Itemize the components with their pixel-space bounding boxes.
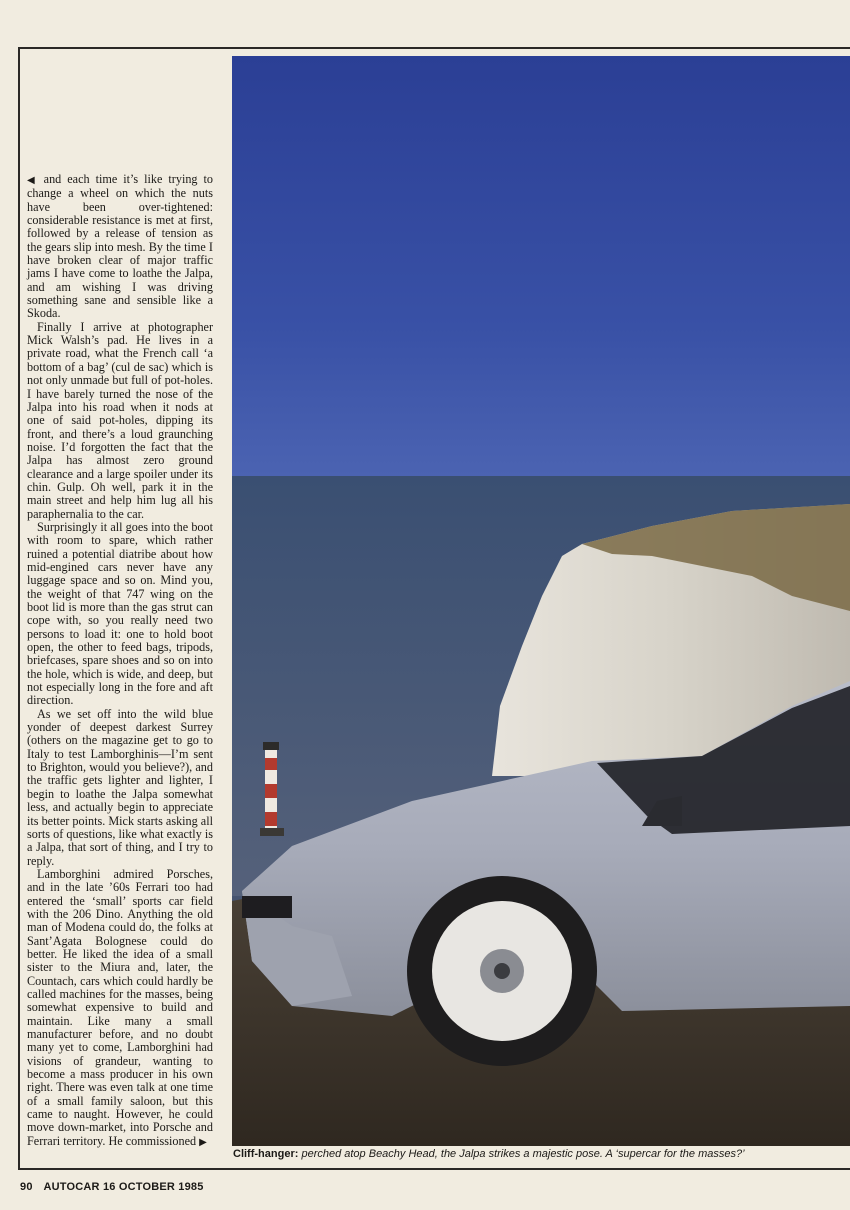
top-rule xyxy=(18,47,850,49)
left-rule xyxy=(18,47,20,1169)
caption-text: perched atop Beachy Head, the Jalpa strikes a majestic pose. A ‘supercar for the masses?’ xyxy=(301,1148,745,1160)
magazine-issue: AUTOCAR 16 OCTOBER 1985 xyxy=(43,1181,204,1193)
photo-caption xyxy=(233,1148,850,1160)
article-paragraph-3: Surprisingly it all goes into the boot with room to spare, which rather ruined a potential diatribe about how mid-engined cars never have any luggage space and so on. Mind you, the weight of that 747 wing on the boot lid is more than the gas strut can cope with, so you really need two persons to load it: one to hold boot open, the other to feed bags, tripods, briefcases, spare shoes and so on into the hole, which is wide, and deep, but not especially long in the fore and aft direction. xyxy=(27,519,213,708)
cover-photo xyxy=(232,56,850,1146)
article-paragraph-1: ◀ and each time it’s like trying to change a wheel on which the nuts have been over-tightened: considerable resistance is met at first, followed by a release of tension as the gears slip into mesh. By the time I have broken clear of major traffic jams I have come to loathe the Jalpa, and am wishing I was driving something sane and sensible like a Skoda. xyxy=(27,172,213,321)
triangle-left-icon: ◀ xyxy=(27,175,38,186)
bottom-rule xyxy=(18,1168,850,1170)
cliff-car-illustration xyxy=(232,56,850,1146)
page-footer xyxy=(20,1181,212,1193)
article-column xyxy=(27,173,213,1149)
caption-lead: Cliff-hanger: xyxy=(233,1148,299,1160)
article-paragraph-2: Finally I arrive at photographer Mick Walsh’s pad. He lives in a private road, what the French call ‘a bottom of a bag’ (cul de sac) which is not only unmade but full of pot-holes. I have barely turned the nose of the Jalpa into his road when it nods at one of said pot-holes, dipping its front, and there’s a loud graunching noise. I’d forgotten the fact that the Jalpa has almost zero ground clearance and a large spoiler under its chin. Gulp. Oh well, park it in the main street and help him lug all his paraphernalia to the car. xyxy=(27,319,213,521)
page-number: 90 xyxy=(20,1181,33,1193)
article-paragraph-5: Lamborghini admired Porsches, and in the late ’60s Ferrari too had entered the ‘small’ sports car field with the 206 Dino. Anything the old man of Modena could do, the folks at Sant’Agata Bolognese could do better. He liked the idea of a small sister to the Miura and, later, the Countach, cars which could hardly be called machines for the masses, being somewhat expensive to build and maintain. Like many a small manufacturer before, and no doubt many yet to come, Lamborghini had visions of grandeur, wanting to become a mass producer in his own right. There was even talk at one time of a small family saloon, but this came to naught. However, he could move down-market, into Porsche and Ferrari territory. He commissioned ▶ xyxy=(27,866,213,1148)
article-paragraph-4: As we set off into the wild blue yonder of deepest darkest Surrey (others on the magazine get to go to Italy to test Lamborghinis—I’m sent to Brighton, would you believe?), and the traffic gets lighter and lighter, I begin to loathe the Jalpa somewhat less, and actually begin to appreciate its better points. Mick starts asking all sorts of questions, like what exactly is a Jalpa, that sort of thing, and I try to reply. xyxy=(27,706,213,868)
triangle-right-icon: ▶ xyxy=(199,1136,207,1148)
